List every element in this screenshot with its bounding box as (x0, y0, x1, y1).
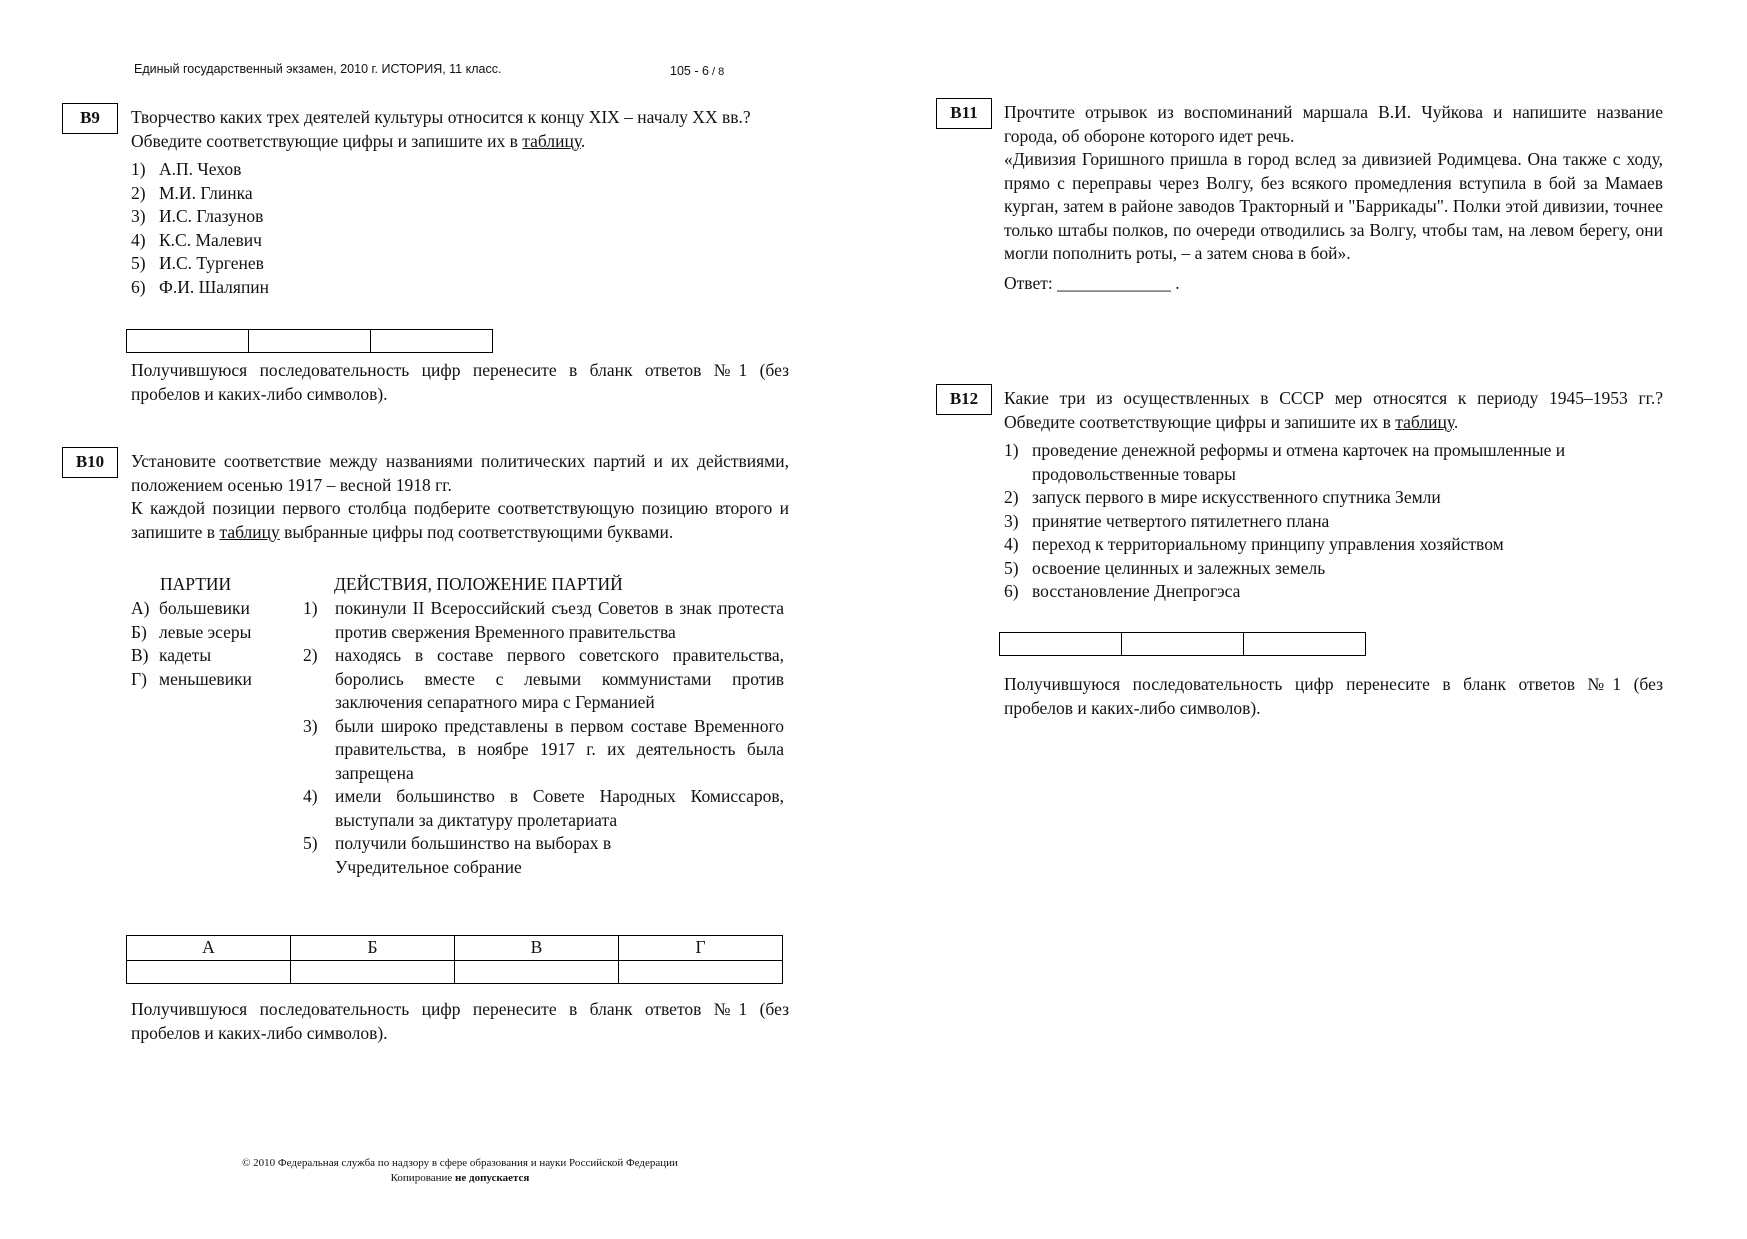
b12-answer-table (999, 632, 1366, 656)
b10-answer-cell-a[interactable] (127, 960, 291, 983)
question-b12 (1004, 387, 1663, 604)
b9-options (131, 158, 789, 299)
list-item[interactable]: 3) были широко представлены в первом составе Временного правительства, в ноябре 1917 г. их деятельность была запрещена (303, 715, 784, 783)
list-item[interactable]: 3) принятие четвертого пятилетнего плана (1004, 510, 1330, 531)
list-item[interactable]: 1) покинули II Всероссийский съезд Советов в знак протеста против свержения Временного правительства (303, 598, 784, 642)
b10-table-header-b: Б (291, 936, 455, 961)
question-tag-b11: B11 (936, 98, 992, 129)
question-tag-b10: B10 (62, 447, 118, 478)
b9-transfer-note: Получившуюся последовательность цифр перенесите в бланк ответов №1 (без пробелов и каких-либо символов). (131, 360, 789, 404)
question-b9-text: Творчество каких трех деятелей культуры относится к концу XIX – началу XX вв.? (131, 107, 751, 127)
list-item[interactable]: 5) И.С. Тургенев (131, 253, 264, 273)
b10-col2-header: ДЕЙСТВИЯ, ПОЛОЖЕНИЕ ПАРТИЙ (334, 574, 623, 594)
b10-answer-cell-v[interactable] (455, 960, 619, 983)
question-b12-text: Какие три из осуществленных в СССР мер относятся к периоду 1945–1953 гг.? Обведите соответствующие цифры и запишите их в таблицу. (1004, 388, 1663, 432)
copyright-line: © 2010 Федеральная служба по надзору в сфере образования и науки Российской Федерации (242, 1157, 678, 1169)
b12-options (1004, 439, 1663, 604)
list-item[interactable]: 2) запуск первого в мире искусственного спутника Земли (1004, 487, 1441, 507)
page-header (134, 60, 725, 78)
b12-transfer-note: Получившуюся последовательность цифр перенесите в бланк ответов №1 (без пробелов и каких-либо символов). (1004, 674, 1663, 718)
list-item[interactable]: 4) имели большинство в Совете Народных Комиссаров, выступали за диктатуру пролетариата (303, 786, 784, 830)
page-number: 105 - 6 / 8 (670, 64, 725, 78)
list-item[interactable]: 1) А.П. Чехов (131, 159, 242, 179)
b9-answer-table (126, 329, 493, 353)
list-item[interactable]: 4) переход к территориальному принципу управления хозяйством (1004, 534, 1504, 554)
list-item[interactable]: 1) проведение денежной реформы и отмена карточек на промышленные и продовольственные товары (1004, 440, 1566, 484)
question-b10-instruction: К каждой позиции первого столбца подберите соответствующую позицию второго и запишите в таблицу выбранные цифры под соответствующими буквами. (131, 498, 789, 542)
b10-table-header-v: В (455, 936, 619, 961)
list-item[interactable]: В) кадеты (131, 645, 212, 665)
question-b11-text: Прочтите отрывок из воспоминаний маршала В.И. Чуйкова и напишите название города, об обороне которого идет речь. (1004, 102, 1663, 146)
b10-answer-cell-g[interactable] (619, 960, 783, 983)
list-item[interactable]: А) большевики (131, 598, 250, 618)
list-item[interactable]: 4) К.С. Малевич (131, 229, 262, 250)
question-b9-instruction: Обведите соответствующие цифры и запишите их в таблицу. (131, 130, 586, 151)
list-item[interactable]: 6) восстановление Днепрогэса (1004, 581, 1241, 601)
list-item[interactable]: Г) меньшевики (131, 668, 252, 689)
list-item[interactable]: 5) освоение целинных и залежных земель (1004, 557, 1326, 578)
b9-answer-cell-1[interactable] (127, 330, 249, 353)
question-tag-b9: B9 (62, 103, 118, 134)
b9-answer-cell-3[interactable] (371, 330, 493, 353)
list-item[interactable]: 2) находясь в составе первого советского правительства, боролись вместе с левыми коммунистами против заключения сепаратного мира с Германией (303, 645, 784, 712)
list-item[interactable]: 2) М.И. Глинка (131, 182, 253, 203)
list-item[interactable]: 5) получили большинство на выборах в Учредительное собрание (303, 833, 612, 877)
question-b11-quote: «Дивизия Горишного пришла в город вслед за дивизией Родимцева. Она также с ходу, прямо с переправы через Волгу, без всякого промедления вступила в бой за Мамаев курган, затем в районе заводов Тракторный и "Баррикады". Полки этой дивизии, точнее только штабы полков, по очереди отводились за Волгу, чтобы там, на левом берегу, они могли пополнить роты, – а затем снова в бой». (1004, 149, 1663, 263)
b10-parties (131, 597, 281, 691)
b10-actions (303, 597, 784, 879)
exam-title: Единый государственный экзамен, 2010 г. ИСТОРИЯ, 11 класс. (134, 62, 502, 76)
b12-answer-cell-3[interactable] (1244, 633, 1366, 656)
b10-table-header-g: Г (619, 936, 783, 961)
b9-answer-cell-2[interactable] (249, 330, 371, 353)
b12-answer-cell-1[interactable] (1000, 633, 1122, 656)
list-item[interactable]: 3) И.С. Глазунов (131, 206, 264, 226)
b10-transfer-note: Получившуюся последовательность цифр перенесите в бланк ответов №1 (без пробелов и каких-либо символов). (131, 999, 789, 1043)
b10-table-header-a: А (127, 936, 291, 961)
list-item[interactable]: 6) Ф.И. Шаляпин (131, 276, 270, 297)
question-tag-b12: B12 (936, 384, 992, 415)
b12-answer-cell-2[interactable] (1122, 633, 1244, 656)
question-b11 (1004, 101, 1663, 295)
page-footer (160, 1156, 760, 1186)
b10-col1-header: ПАРТИИ (160, 574, 232, 594)
list-item[interactable]: Б) левые эсеры (131, 621, 252, 642)
question-b9 (131, 106, 789, 299)
b10-answer-table (126, 935, 783, 984)
b10-answer-cell-b[interactable] (291, 960, 455, 983)
question-b10 (131, 450, 789, 544)
copying-notice: Копирование не допускается (390, 1172, 530, 1184)
b11-answer-line[interactable]: Ответ: _____________ . (1004, 272, 1180, 293)
question-b10-text: Установите соответствие между названиями политических партий и их действиями, положением осенью 1917 – весной 1918 гг. (131, 451, 789, 495)
